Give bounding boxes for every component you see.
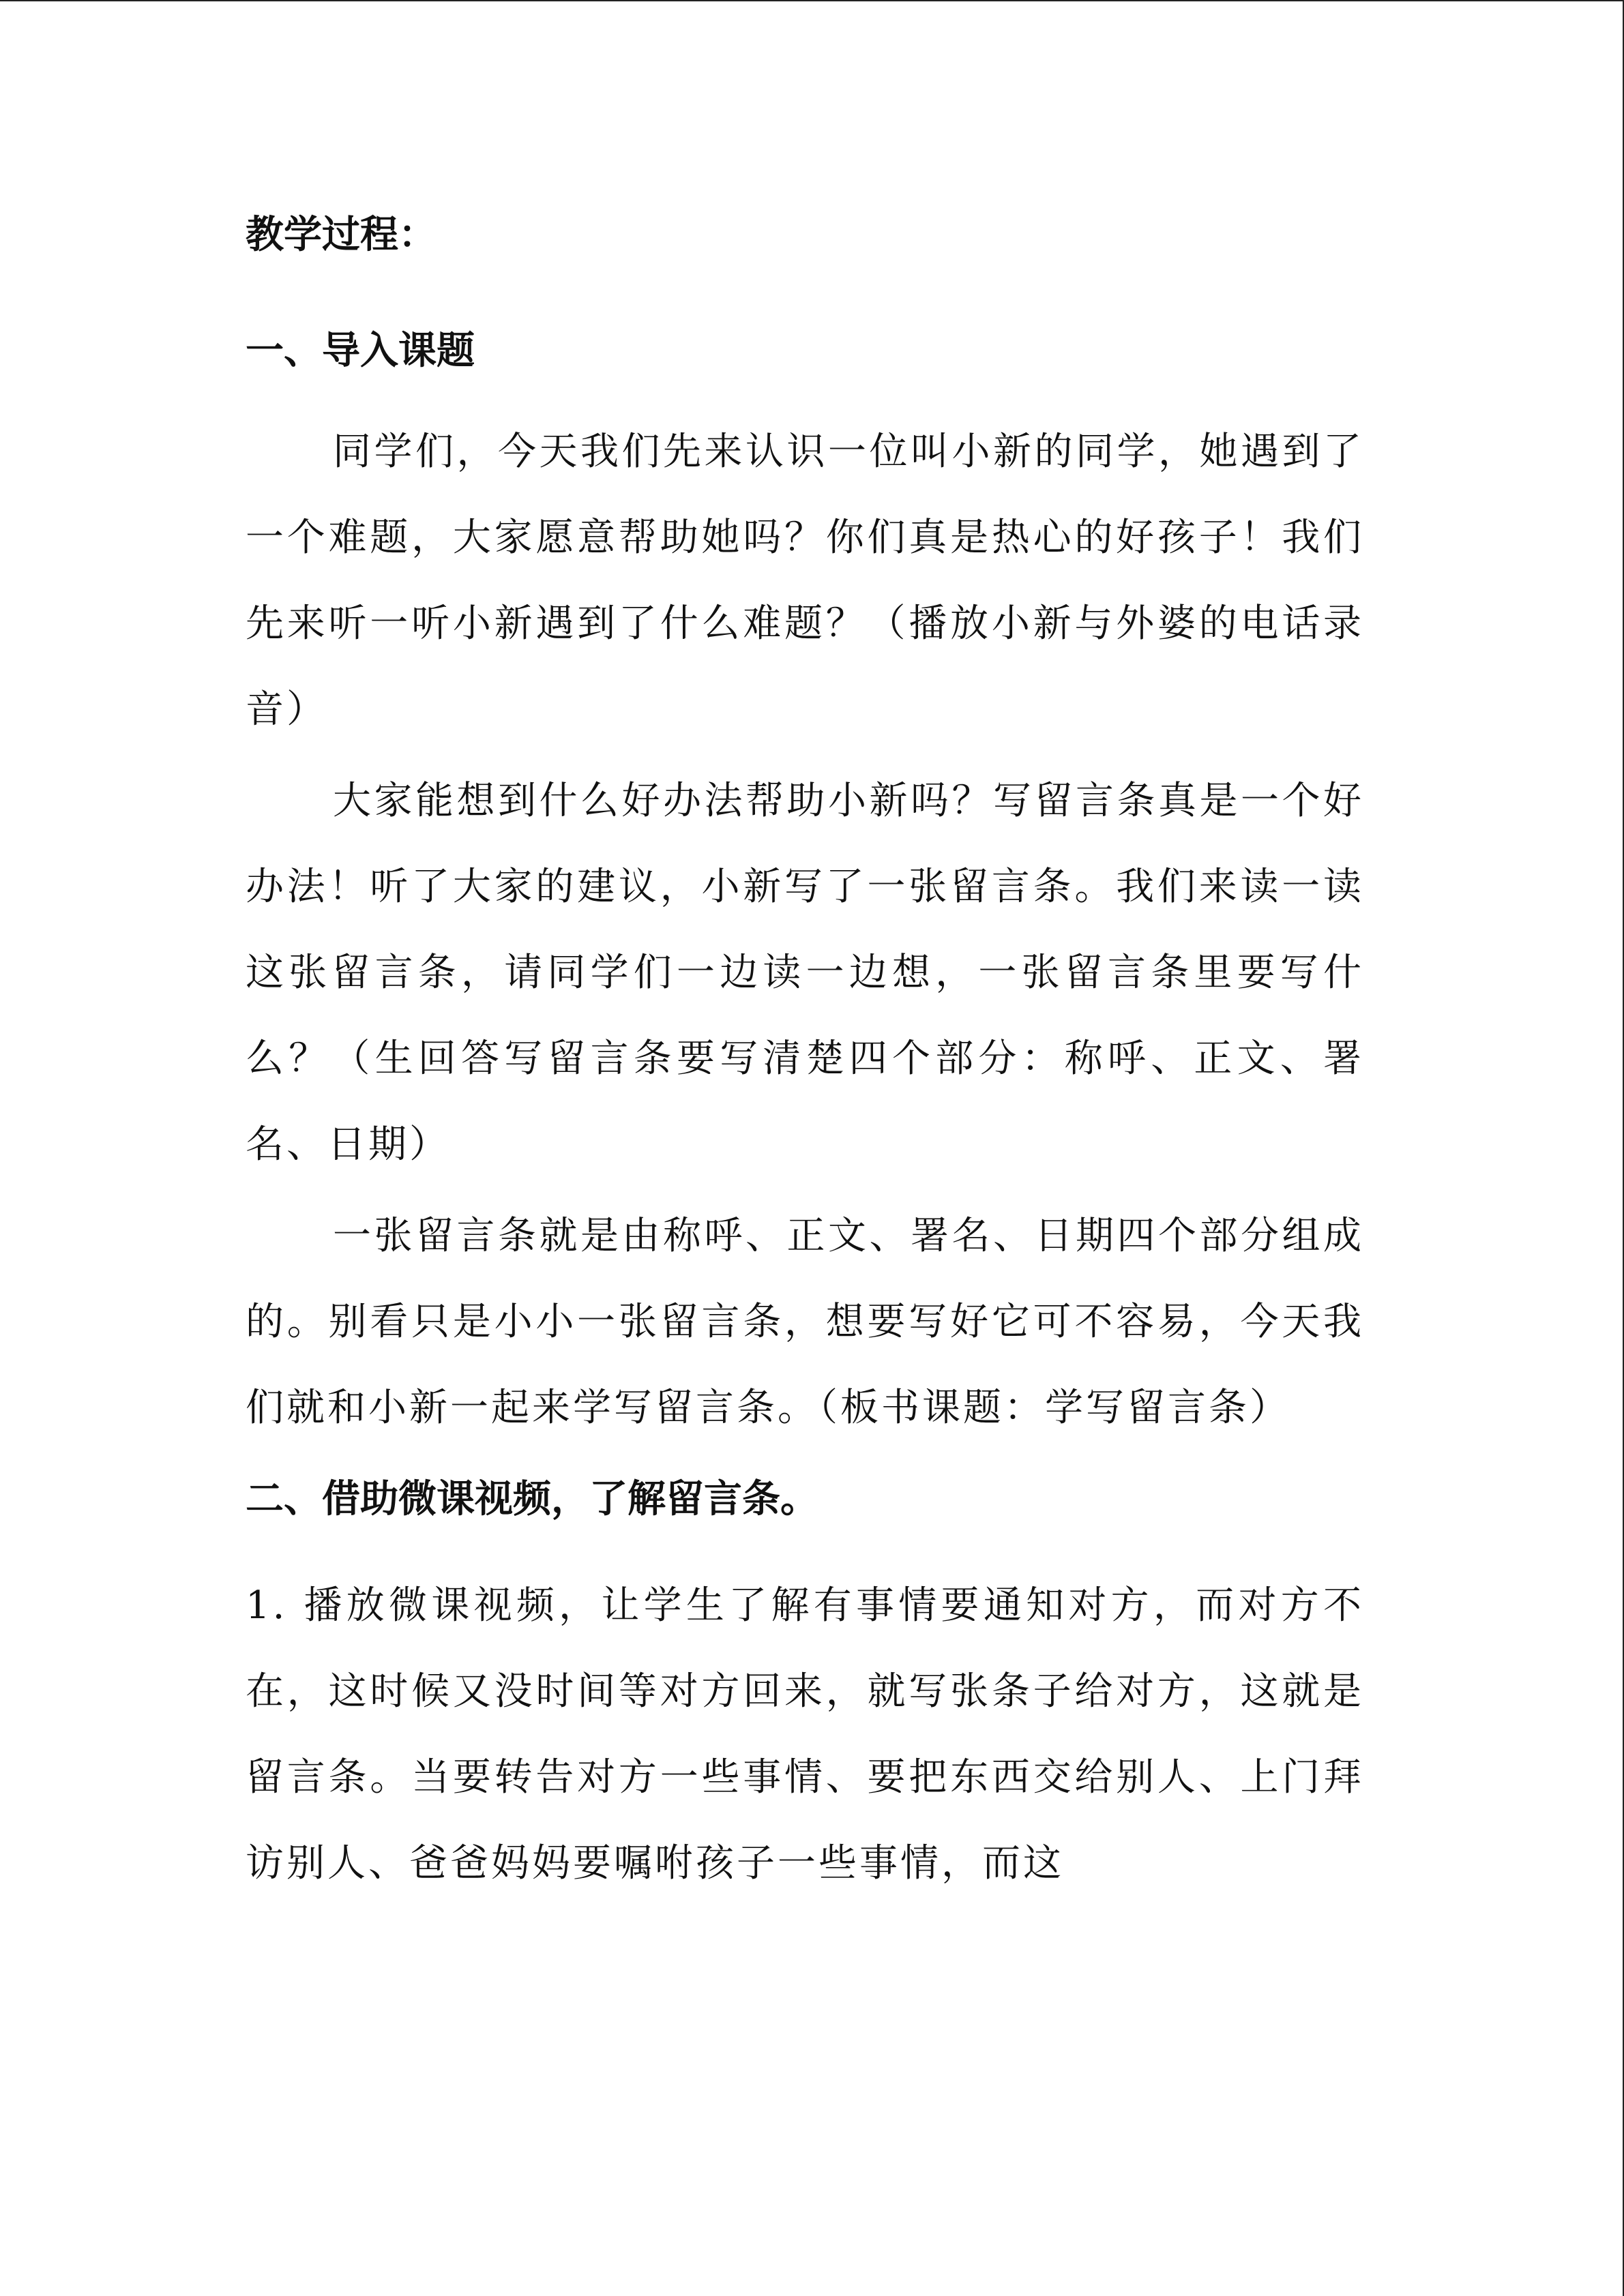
- paragraph-intro-2: 大家能想到什么好办法帮助小新吗？写留言条真是一个好办法！听了大家的建议，小新写了一张留言条。我们来读一读这张留言条，请同学们一边读一边想，一张留言条里要写什么？（生回答写留言条要写清楚四个部分：称呼、正文、署名、日期）: [246, 779, 1364, 1167]
- paragraph-intro-1: 同学们，今天我们先来认识一位叫小新的同学，她遇到了一个难题，大家愿意帮助她吗？你们真是热心的好孩子！我们先来听一听小新遇到了什么难题？（播放小新与外婆的电话录音）: [246, 430, 1364, 732]
- paragraph-micro-lesson-1: 1. 播放微课视频，让学生了解有事情要通知对方，而对方不在，这时候又没时间等对方回来，就写张条子给对方，这就是留言条。当要转告对方一些事情、要把东西交给别人、上门拜访别人、爸爸妈妈要嘱咐孩子一些事情，而这: [246, 1583, 1364, 1885]
- document-body: [246, 205, 1364, 1907]
- paragraph-intro-3: 一张留言条就是由称呼、正文、署名、日期四个部分组成的。别看只是小小一张留言条，想要写好它可不容易，今天我们就和小新一起来学写留言条。（板书课题：学写留言条）: [246, 1214, 1364, 1430]
- page-border-top: [0, 0, 1624, 1]
- section-title-intro: 一、导入课题: [246, 329, 475, 373]
- heading-teaching-process: 教学过程：: [246, 213, 437, 257]
- section-title-micro-lesson: 二、借助微课视频，了解留言条。: [246, 1477, 818, 1521]
